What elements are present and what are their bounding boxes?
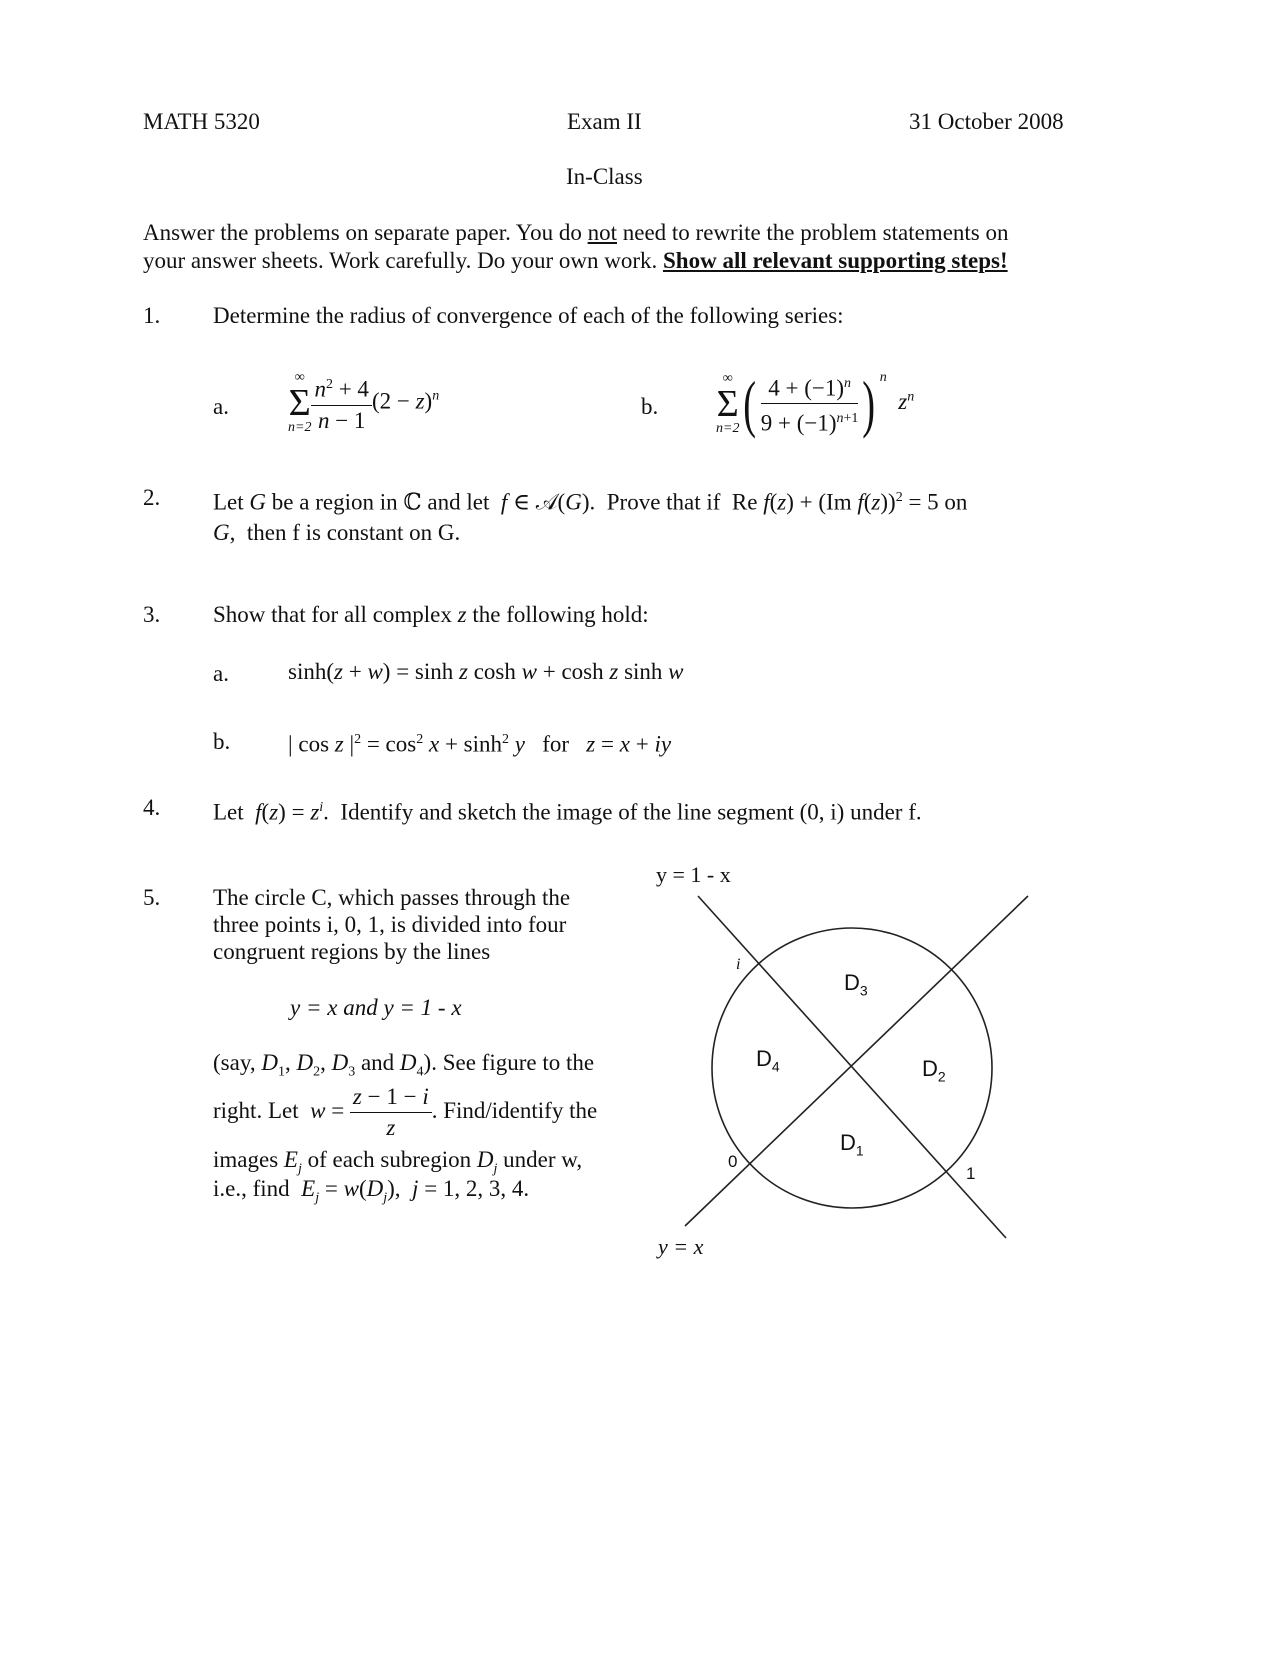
exam-subtitle: In-Class [566, 164, 643, 189]
exam-title: Exam II [567, 109, 642, 134]
problem-3b-label: b. [213, 729, 231, 754]
region-d1-label: $D_1$ [840, 1130, 864, 1159]
instructions-line-2: your answer sheets. Work carefully. Do your own work. Show all relevant supporting steps! [143, 248, 1008, 273]
problem-5-line-6: right. Let w = $\frac{z - 1 - i}{z}$ . Find/identify the [213, 1084, 598, 1140]
problem-5-line-1: The circle C, which passes through the [213, 885, 571, 910]
problem-5-line-2: three points i, 0, 1, is divided into four [213, 912, 567, 937]
region-d2-label: $D_2$ [922, 1056, 946, 1085]
problem-3a-label: a. [213, 661, 229, 686]
exam-date: 31 October 2008 [909, 109, 1064, 134]
problem-1b-label: b. [641, 394, 659, 419]
problem-1a-formula: ∞ Σ n=2 $\frac{n^2 + 4}{n - 1}$ $(2 - z)^n$ [288, 370, 440, 435]
problem-1a-label: a. [213, 394, 229, 419]
problem-2-line-2: G, then f is constant on G. [213, 520, 461, 545]
point-i-label: i [736, 956, 741, 973]
problem-1-text: Determine the radius of convergence of each of the following series: [213, 303, 844, 328]
line-y-eq-1-minus-x [698, 896, 1006, 1238]
problem-5-line-8: i.e., find $E_j = w(D_j)$, j = 1, 2, 3, 4. [213, 1176, 530, 1206]
problem-3-number: 3. [143, 602, 161, 627]
label-y-eq-1-minus-x: y = 1 - x [656, 862, 731, 887]
problem-2-line-1: Let G be a region in ℂ and let f ∈ 𝒜(G). Prove that if Re f(z) + (Im f(z))$^2$ = 5 on [213, 489, 968, 515]
problem-4-text: Let $f(z) = z^i$. Identify and sketch the image of the line segment (0, i) under f. [213, 799, 922, 825]
problem-3b-formula: | cos z $|^2 = \cos^2 x + \sinh^2 y$ for z = x + iy [288, 731, 672, 757]
line-y-eq-x [685, 896, 1028, 1226]
problem-4-number: 4. [143, 795, 161, 820]
problem-5-line-3: congruent regions by the lines [213, 939, 491, 964]
problem-3a-formula: sinh(z + w) = sinh z cosh w + cosh z sinh w [288, 659, 684, 684]
circle-figure [640, 858, 1060, 1268]
problem-5-number: 5. [143, 885, 161, 910]
region-d4-label: $D_4$ [756, 1046, 780, 1075]
problem-5-line-7: images $E_j$ of each subregion $D_j$ under w, [213, 1147, 583, 1177]
problem-5-line-5: (say, $D_1$, $D_2$, $D_3$ and $D_4$). See figure to the [213, 1050, 595, 1080]
region-d3-label: $D_3$ [844, 970, 868, 999]
point-0-label: 0 [728, 1152, 738, 1171]
problem-1b-formula: ∞ Σ n=2 ( $\frac{4 + (-1)^n}{9 + (-1)^{n+1}}$ ) $^n$ $z^n$ [716, 367, 915, 439]
course-title: MATH 5320 [143, 109, 260, 134]
label-y-eq-x: y = x [658, 1234, 704, 1259]
problem-3-text: Show that for all complex z the following hold: [213, 602, 649, 627]
problem-1-number: 1. [143, 303, 161, 328]
problem-2-number: 2. [143, 485, 161, 510]
instructions-line-1: Answer the problems on separate paper. You do not need to rewrite the problem statements on [143, 220, 1009, 245]
problem-5-lines-equation: y = x and y = 1 - x [290, 995, 462, 1020]
point-1-label: 1 [966, 1164, 976, 1183]
